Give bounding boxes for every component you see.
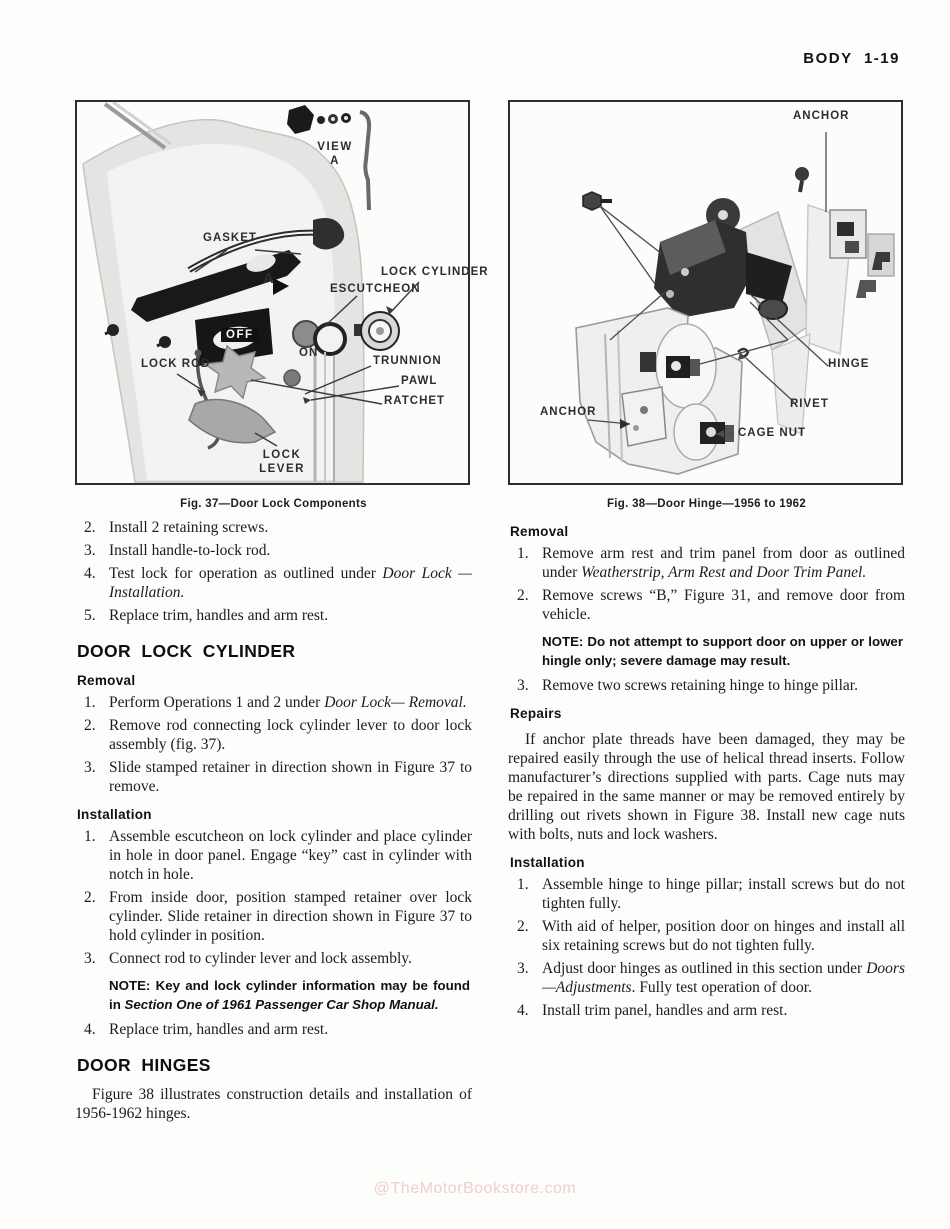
list-item (75, 827, 472, 884)
list-item-number: 2. (84, 717, 96, 734)
list-item-number: 1. (84, 694, 96, 711)
list-item (75, 518, 472, 537)
fig37-label-lock-rod: LOCK ROD (141, 358, 211, 370)
section-heading-door-lock-cylinder: DOOR LOCK CYLINDER (77, 641, 296, 661)
list-item-text: Replace trim, handles and arm rest. (109, 1021, 329, 1038)
door-hinges-paragraph: Figure 38 illustrates construction details and installation of 1956-1962 hinges. (75, 1086, 472, 1122)
figure-37 (75, 100, 489, 485)
repairs-paragraph: If anchor plate threads have been damaged, they may be repaired easily through the use of helical thread inserts. Follow manufacturer’s directions supplied with parts. Cage nuts may be repaired in the same manner or may be removed entirely by drilling out rivets shown in Figure 38. Install new cage nuts with bolts, nuts and lock washers. (508, 731, 905, 843)
list-item-number: 3. (84, 950, 96, 967)
list-item-text: Perform Operations 1 and 2 under Door Lock— Removal. (109, 694, 467, 711)
fig37-label-escutcheon: ESCUTCHEON (330, 283, 421, 295)
list-item-text: Remove two screws retaining hinge to hinge pillar. (542, 677, 858, 694)
installation-list (508, 875, 905, 1020)
list-item (508, 875, 905, 913)
subheading-installation: Installation (77, 807, 152, 822)
list-item-text: Install handle-to-lock rod. (109, 542, 271, 559)
list-item (75, 693, 472, 712)
list-item (75, 541, 472, 560)
fig37-label-pawl: PAWL (401, 375, 438, 387)
fig37-label-gasket: GASKET (203, 232, 257, 244)
list-item (508, 586, 905, 624)
list-item-number: 1. (517, 545, 529, 562)
figure-38-caption: Fig. 38—Door Hinge—1956 to 1962 (606, 498, 807, 510)
list-item (75, 564, 472, 602)
list-item-text: Connect rod to cylinder lever and lock assembly. (109, 950, 412, 967)
fig37-label-on: ON (299, 347, 319, 359)
list-item-number: 1. (517, 876, 529, 893)
list-item-text: Remove screws “B,” Figure 31, and remove door from vehicle. (542, 587, 905, 623)
fig38-label-rivet: RIVET (790, 398, 829, 410)
list-item (508, 544, 905, 582)
fig37-label-off: OFF (221, 328, 259, 342)
list-item-number: 4. (517, 1002, 529, 1019)
watermark: @TheMotorBookstore.com (373, 1180, 577, 1197)
right-column (508, 100, 905, 1020)
list-item (508, 959, 905, 997)
fig37-label-view-a: VIEW A (317, 141, 353, 167)
fig38-illustration (510, 102, 901, 483)
fig37-label-lock-lever: LOCK LEVER (259, 449, 305, 475)
list-item-text: Adjust door hinges as outlined in this section under Doors—Adjustments. Fully test operation of door. (542, 960, 905, 996)
list-item-number: 4. (84, 565, 96, 582)
subheading-removal: Removal (77, 673, 136, 688)
list-item-text: Replace trim, handles and arm rest. (109, 607, 329, 624)
fig37-label-ratchet: RATCHET (384, 395, 446, 407)
list-item-text: Assemble escutcheon on lock cylinder and place cylinder in hole in door panel. Engage “key” cast in cylinder with notch in hole. (109, 828, 472, 883)
continued-list (75, 518, 472, 625)
list-item-number: 3. (84, 759, 96, 776)
section-heading-door-hinges: DOOR HINGES (77, 1055, 211, 1075)
list-item-number: 3. (84, 542, 96, 559)
fig37-label-trunnion: TRUNNION (373, 355, 442, 367)
subheading-removal: Removal (510, 524, 569, 539)
list-item-number: 2. (84, 889, 96, 906)
list-item-number: 2. (517, 918, 529, 935)
fig37-label-lock-cylinder: LOCK CYLINDER (381, 266, 489, 278)
list-item-number: 5. (84, 607, 96, 624)
left-column (75, 100, 489, 1123)
list-item (508, 1001, 905, 1020)
note-block: NOTE: Key and lock cylinder information may be found in Section One of 1961 Passenger Car Shop Manual. (109, 978, 470, 1012)
list-item-text: Install 2 retaining screws. (109, 519, 269, 536)
list-item-text: Remove arm rest and trim panel from door as outlined under Weatherstrip, Arm Rest and Door Trim Panel. (542, 545, 905, 581)
list-item-number: 2. (517, 587, 529, 604)
page-header: BODY 1-19 (803, 50, 900, 67)
list-item-number: 2. (84, 519, 96, 536)
subheading-repairs: Repairs (510, 706, 562, 721)
installation-list (75, 827, 472, 1039)
list-item-number: 3. (517, 677, 529, 694)
list-item-number: 4. (84, 1021, 96, 1038)
list-item-text: From inside door, position stamped retainer over lock cylinder. Slide retainer in direction shown in Figure 37 to hold cylinder in position. (109, 889, 472, 944)
list-item (75, 888, 472, 945)
note-block: NOTE: Do not attempt to support door on upper or lower hingle only; severe damage may result. (542, 634, 903, 668)
list-item-text: Remove rod connecting lock cylinder lever to door lock assembly (fig. 37). (109, 717, 472, 753)
list-item-text: Test lock for operation as outlined under Door Lock —Installation. (109, 565, 473, 601)
list-item (508, 676, 905, 695)
fig38-label-hinge: HINGE (828, 358, 870, 370)
list-item-number: 1. (84, 828, 96, 845)
figure-37-caption: Fig. 37—Door Lock Components (180, 498, 367, 510)
fig38-label-anchor-left: ANCHOR (540, 406, 597, 418)
list-item-text: Assemble hinge to hinge pillar; install screws but do not tighten fully. (542, 876, 905, 912)
list-item-text: With aid of helper, position door on hinges and install all six retaining screws but do not tighten fully. (542, 918, 905, 954)
subheading-installation: Installation (510, 855, 585, 870)
list-item-text: Slide stamped retainer in direction shown in Figure 37 to remove. (109, 759, 472, 795)
list-item-text: Install trim panel, handles and arm rest. (542, 1002, 788, 1019)
list-item (75, 716, 472, 754)
fig38-label-anchor-top: ANCHOR (793, 110, 850, 122)
list-item (75, 1020, 472, 1039)
list-item (508, 917, 905, 955)
list-item (75, 758, 472, 796)
list-item (75, 606, 472, 625)
removal-list (508, 544, 905, 695)
list-item (75, 949, 472, 968)
figure-38 (508, 100, 903, 485)
fig37-label-arrow-a: A (263, 270, 274, 287)
removal-list (75, 693, 472, 796)
list-item-number: 3. (517, 960, 529, 977)
fig38-label-cage-nut: CAGE NUT (738, 427, 807, 439)
